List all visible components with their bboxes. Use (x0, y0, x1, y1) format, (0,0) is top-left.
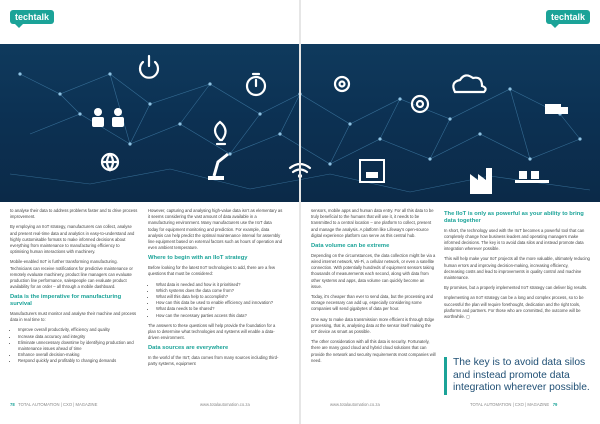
paragraph: Depending on the circumstances, the data collection might be via a wired internet network, Wi-Fi, a cellular network, or even a satellite connection. With potentially hundreds of equipment sensors taking thousands of measurements each second, along with data from other systems and apps, data volume can quickly become an issue. (311, 252, 436, 289)
techtalk-logo: techtalk (10, 10, 54, 24)
paragraph: Mobile-enabled IIoT is further transforming manufacturing. Technicians can receive notifications for predictive maintenance or remotely evaluate machinery, product line managers can evaluate production line performance, salespeople can evaluate product availability for an order – all through a mobile dashboard. (10, 259, 133, 290)
left-column-2 (148, 208, 283, 372)
stopwatch-icon (247, 74, 265, 95)
page-number: 78 (10, 402, 15, 407)
paragraph: Before looking for the latest IIoT technologies to add, there are a few questions that must be considered: (148, 265, 276, 277)
list-item: • How can the necessary parties access this data? (156, 313, 283, 319)
page-spine (299, 0, 301, 424)
section-heading: Data volume can be extreme (311, 243, 390, 250)
footer-right (470, 402, 557, 410)
list-item: • What data is needed and how is it prioritised? (156, 282, 283, 288)
paragraph: to analyse their data to address problems faster and to drive process improvement. (10, 208, 138, 220)
paragraph: In the world of the IIoT, data comes from many sources including third-party systems, equipment (148, 355, 279, 367)
list-item: • What will this data help to accomplish? (156, 294, 283, 300)
list-item: • Eliminate unnecessary downtime by identifying production and maintenance issues ahead of time (18, 340, 138, 352)
paragraph: By promises, but a properly implemented IIoT strategy can deliver big results. (444, 285, 588, 291)
end-mark-icon: ▢ (466, 314, 471, 320)
right-column-1 (311, 208, 436, 368)
paragraph: sensors, mobile apps and human data entry. For all this data to be truly beneficial to the humans that will use it, it needs to be transmitted to a central location – one platform to collect, present and manage the analysis. A platform like Lifeway’s open-source digital experience platform can serve as this central hub. (311, 208, 434, 238)
footer-magazine: TOTAL AUTOMATION | CXO | MAGAZINE (470, 402, 550, 407)
paragraph: The other consideration with all this data is security. Fortunately, there are many good cloud and hybrid cloud solutions that can provide the network and security requirements most companies will need. (311, 339, 436, 363)
footer-magazine: TOTAL AUTOMATION | CXO | MAGAZINE (18, 402, 98, 407)
paragraph: However, capturing and analysing high-value data isn’t as elementary as it seems considering the vast amount of data available in a manufacturing environment. Many manufacturers use the IIoT data today for equipment monitoring and prediction. For example, data analysis can help predict the optimal maintenance interval for assembly line equipment based on external factors such as hours of operation and even ambient temperature. (148, 208, 283, 251)
section-heading: Where to begin with an IIoT strategy (148, 255, 248, 262)
list-item: • Improve overall productivity, efficiency and quality (18, 327, 138, 333)
section-heading: The IIoT is only as powerful as your ability to bring data together (444, 211, 584, 224)
footer-left-url: www.totalautomation.co.za (200, 402, 250, 407)
left-column-1 (10, 208, 138, 369)
paragraph (444, 295, 590, 320)
bullet-list (10, 327, 138, 364)
list-item: • What data needs to be shared? (156, 306, 283, 312)
paragraph: This will help make your IIoT projects all the more valuable, ultimately reducing human errors and improving decision-making, increasing efficiency, decreasing costs and lead to improvements in quality control and machine maintenance. (444, 256, 590, 281)
section-heading: Data sources are everywhere (148, 345, 229, 352)
list-item: • Respond quickly and profitably to changing demands (18, 358, 138, 364)
worker-icon (92, 108, 124, 127)
paragraph: By employing an IIoT strategy, manufacturers can collect, analyse and present real-time data and analytics in easy-to-understand and highly customisable formats to make informed decisions about everything from maintenance to manufacturing efficiency to optimising human interactions with machinery. (10, 224, 135, 255)
section-heading: Data is the imperative for manufacturing survival (10, 294, 122, 308)
paragraph-text: Implementing an IIoT strategy can be a long and complex process, so to be successful the plan will require forethought, dedication and the right tools, platforms and partners. For those who are committed, the outcome will be worthwhile. (444, 295, 584, 320)
robot-arm-icon (208, 154, 228, 180)
list-item: • Enhance overall decision-making (18, 352, 138, 358)
list-item: • Increase data accuracy and integrity (18, 334, 138, 340)
printer-3d-icon (360, 160, 384, 182)
paragraph: Manufacturers must monitor and analyse their machine and process data in real time to: (10, 311, 137, 323)
right-column-2 (444, 208, 590, 324)
truck-icon (545, 104, 568, 114)
footer-right-url: www.totalautomation.co.za (330, 402, 380, 407)
factory-icon (470, 168, 492, 194)
paragraph: The answers to these questions will help provide the foundation for a plan to determine what technologies and systems will enable a data-driven environment. (148, 322, 276, 341)
pull-quote: The key is to avoid data silos and instead promote data integration wherever possible. (444, 357, 600, 395)
gear-settings-icon (412, 96, 428, 112)
cloud-icon (453, 75, 485, 92)
techtalk-logo-right: techtalk (546, 10, 590, 24)
page-number: 79 (552, 402, 558, 407)
lightbulb-icon (215, 122, 226, 144)
list-item: • Which systems does the data come from? (156, 288, 283, 294)
paragraph: Today, it’s cheaper than ever to send data, but the processing and storage necessary can add up, especially considering some companies will send gigabytes of data per hour. (311, 294, 434, 312)
globe-icon (102, 154, 118, 170)
conveyor-icon (515, 171, 549, 183)
bullet-list (148, 282, 283, 319)
gear-icon (335, 77, 349, 91)
list-item: • How can this data be used to enable efficiency and innovation? (156, 300, 283, 306)
power-icon (140, 56, 158, 78)
footer-left (10, 402, 97, 410)
paragraph: One way to make data transmission more efficient is through Edge processing, that is, analysing data at the sensor itself making the IoT device as smart as possible. (311, 316, 435, 335)
paragraph: In short, the technology used with the IIoT becomes a powerful tool that can completely change how business leaders and operating managers make informed decisions. The key is to avoid data silos and instead promote data integration wherever possible. (444, 227, 585, 252)
